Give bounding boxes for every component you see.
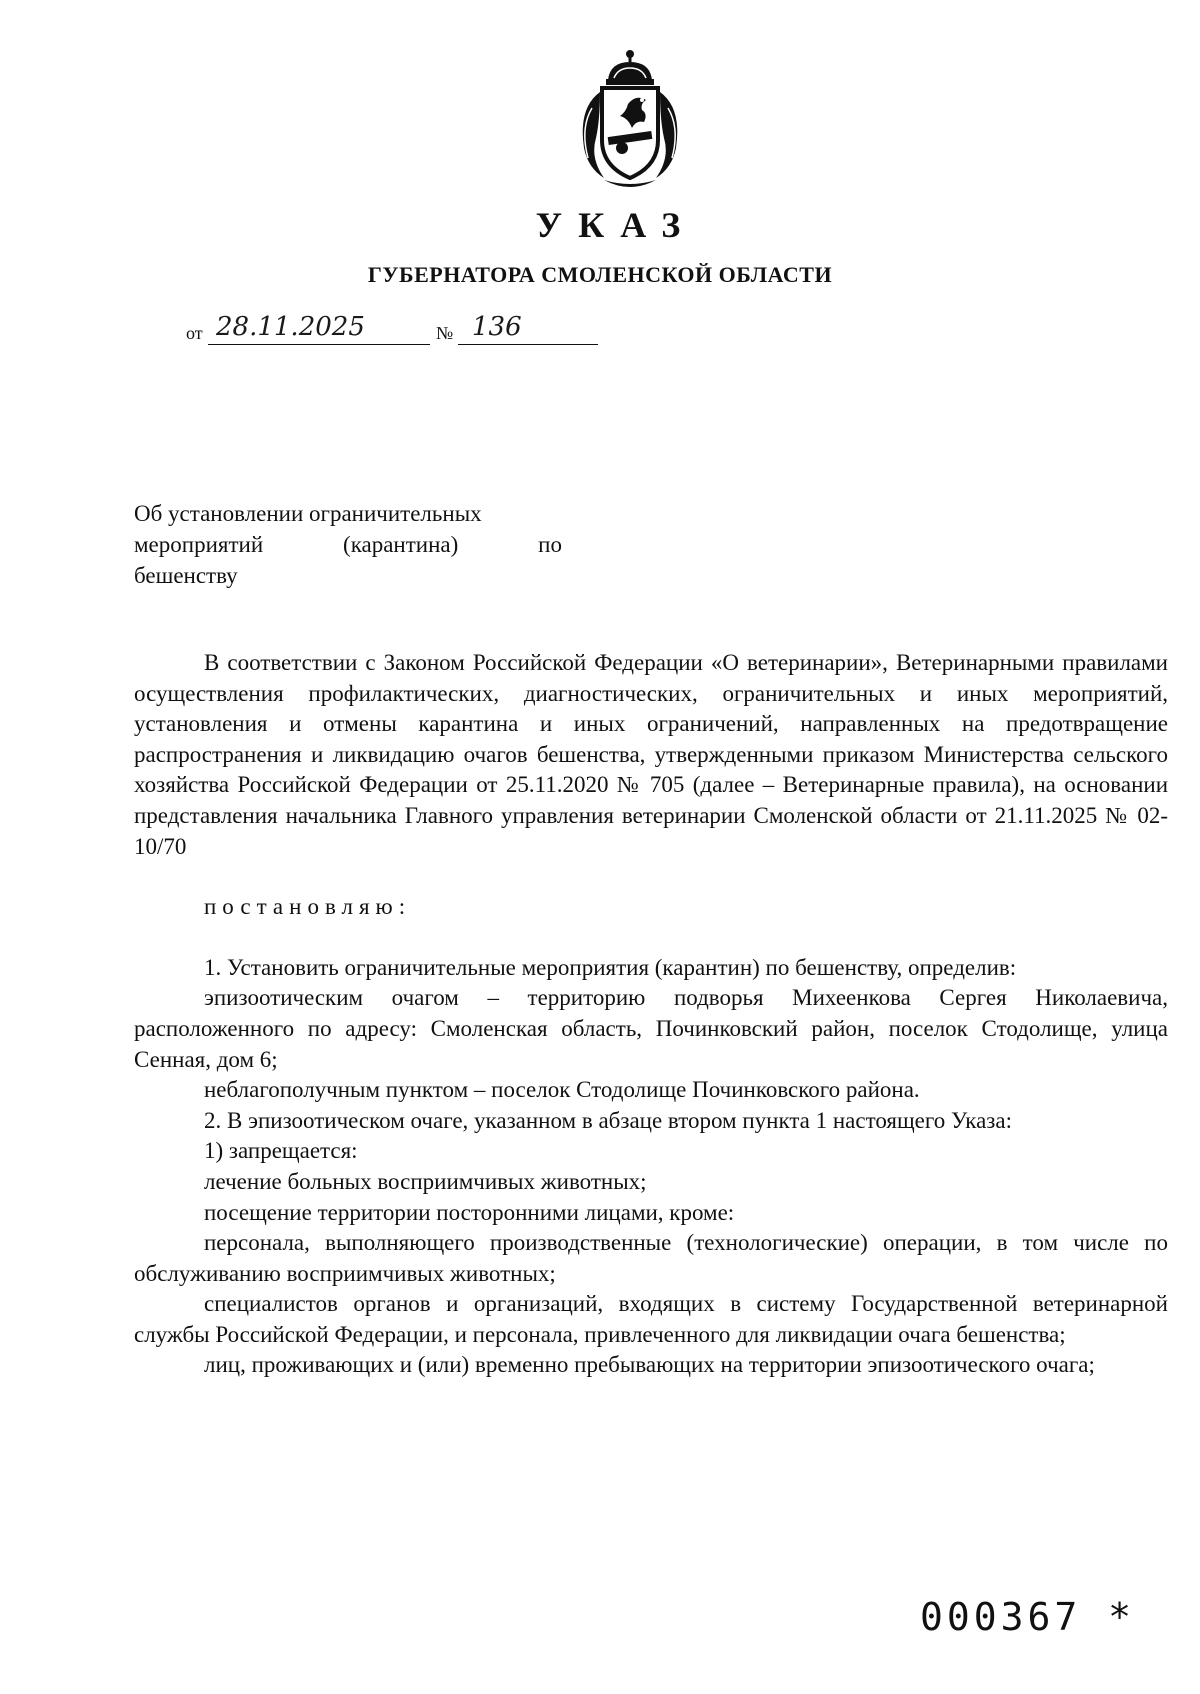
- paragraph-1-b: неблагополучным пунктом – поселок Стодолище Починковского района.: [204, 1077, 920, 1103]
- date-prefix: от: [186, 323, 203, 343]
- handwritten-number: 136: [472, 312, 522, 342]
- paragraph-2-1: 1) запрещается:: [204, 1138, 358, 1164]
- heading-line-2: [134, 529, 562, 560]
- paragraph-2-1-e: лиц, проживающих и (или) временно пребывающих на территории эпизоотического очага;: [204, 1352, 1095, 1378]
- number-prefix: №: [436, 323, 454, 343]
- preamble-paragraph: В соответствии с Законом Российской Федерации «О ветеринарии», Ветеринарными правилами осуществления профилактических, диагностических, ограничительных и иных мероприятий, установления и отмены карантина и иных ограничений, направленных на предотвращение распространения и ликвидацию очагов бешенства, утвержденными приказом Министерства сельского хозяйства Российской Федерации от 25.11.2020 № 705 (далее – Ветеринарные правила), на основании представления начальника Главного управления ветеринарии Смоленской области от 21.11.2025 № 02-10/70: [134, 650, 1168, 859]
- decree-heading: [134, 498, 562, 591]
- resolve-line: постановляю:: [204, 894, 412, 920]
- heading-word: по: [538, 532, 562, 557]
- smolensk-coat-of-arms-icon: [570, 48, 690, 196]
- document-title: УКАЗ: [535, 205, 697, 245]
- serial-number: 000367 *: [920, 1595, 1136, 1639]
- heading-line-3: бешенству: [134, 563, 238, 588]
- paragraph-2-1-a: лечение больных восприимчивых животных;: [204, 1168, 647, 1194]
- heading-word: (карантина): [343, 532, 459, 557]
- paragraph-2-1-d: специалистов органов и организаций, входящих в систему Государственной ветеринарной службы Российской Федерации, и персонала, привлеченного для ликвидации очага бешенства;: [134, 1291, 1168, 1347]
- document-subtitle: ГУБЕРНАТОРА СМОЛЕНСКОЙ ОБЛАСТИ: [367, 262, 833, 287]
- heading-line-1: Об установлении ограничительных: [134, 501, 482, 526]
- paragraph-1: 1. Установить ограничительные мероприятия (карантин) по бешенству, определив:: [204, 954, 1017, 980]
- paragraph-2-1-b: посещение территории посторонними лицами, кроме:: [204, 1199, 735, 1225]
- handwritten-date: 28.11.2025: [216, 312, 365, 342]
- paragraph-2-1-c: персонала, выполняющего производственные (технологические) операции, в том числе по обслуживанию восприимчивых животных;: [134, 1230, 1168, 1286]
- date-number-line: [186, 310, 616, 350]
- document-body: [134, 648, 1168, 1381]
- paragraph-2: 2. В эпизоотическом очаге, указанном в абзаце втором пункта 1 настоящего Указа:: [204, 1107, 1012, 1133]
- heading-word: мероприятий: [134, 532, 264, 557]
- paragraph-1-a: эпизоотическим очагом – территорию подворья Михеенкова Сергея Николаевича, расположенного по адресу: Смоленская область, Починковский район, поселок Стодолище, улица Сенная, дом 6;: [134, 985, 1168, 1072]
